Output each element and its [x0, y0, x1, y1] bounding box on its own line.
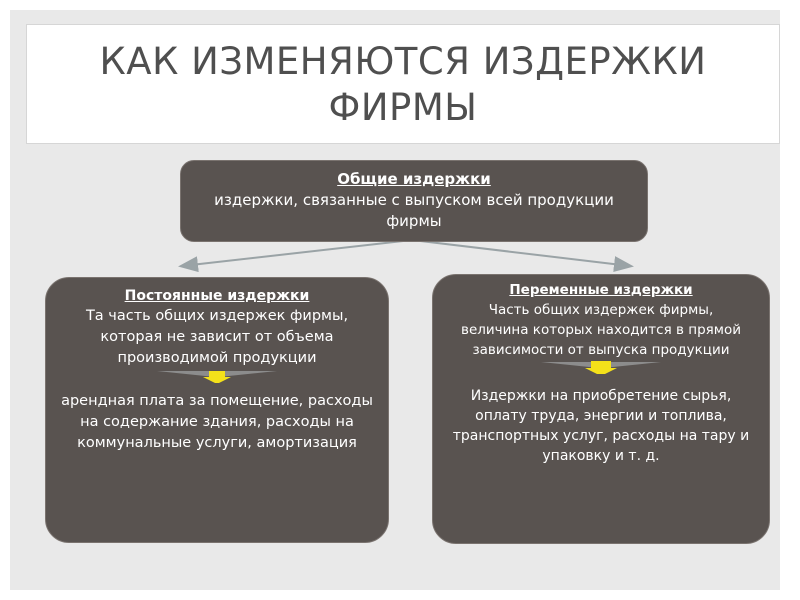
fixed-costs-definition: Та часть общих издержек фирмы, которая не зависит от объема производимой продукции	[85, 308, 349, 366]
page-title: КАК ИЗМЕНЯЮТСЯ ИЗДЕРЖКИ ФИРМЫ	[99, 40, 707, 129]
fixed-costs-box	[45, 277, 389, 543]
fixed-costs-examples: арендная плата за помещение, расходы на содержание здания, расходы на коммунальные услуги, амортизация	[61, 393, 373, 451]
total-costs-heading: Общие издержки	[337, 170, 491, 188]
down-arrow-icon	[157, 369, 277, 383]
fixed-costs-heading: Постоянные издержки	[124, 288, 310, 304]
variable-costs-definition: Часть общих издержек фирмы, величина которых находится в прямой зависимости от выпуска продукции	[461, 302, 741, 358]
total-costs-text: издержки, связанные с выпуском всей продукции фирмы	[214, 191, 614, 230]
total-costs-box	[180, 160, 648, 242]
variable-costs-box	[432, 274, 770, 544]
arrow-to-variable	[412, 240, 630, 266]
variable-costs-heading: Переменные издержки	[509, 282, 693, 298]
variable-costs-examples: Издержки на приобретение сырья, оплату труда, энергии и топлива, транспортных услуг, расходы на тару и упаковку и т. д.	[452, 388, 750, 464]
arrow-to-fixed	[182, 240, 412, 266]
down-arrow-icon	[541, 360, 661, 374]
